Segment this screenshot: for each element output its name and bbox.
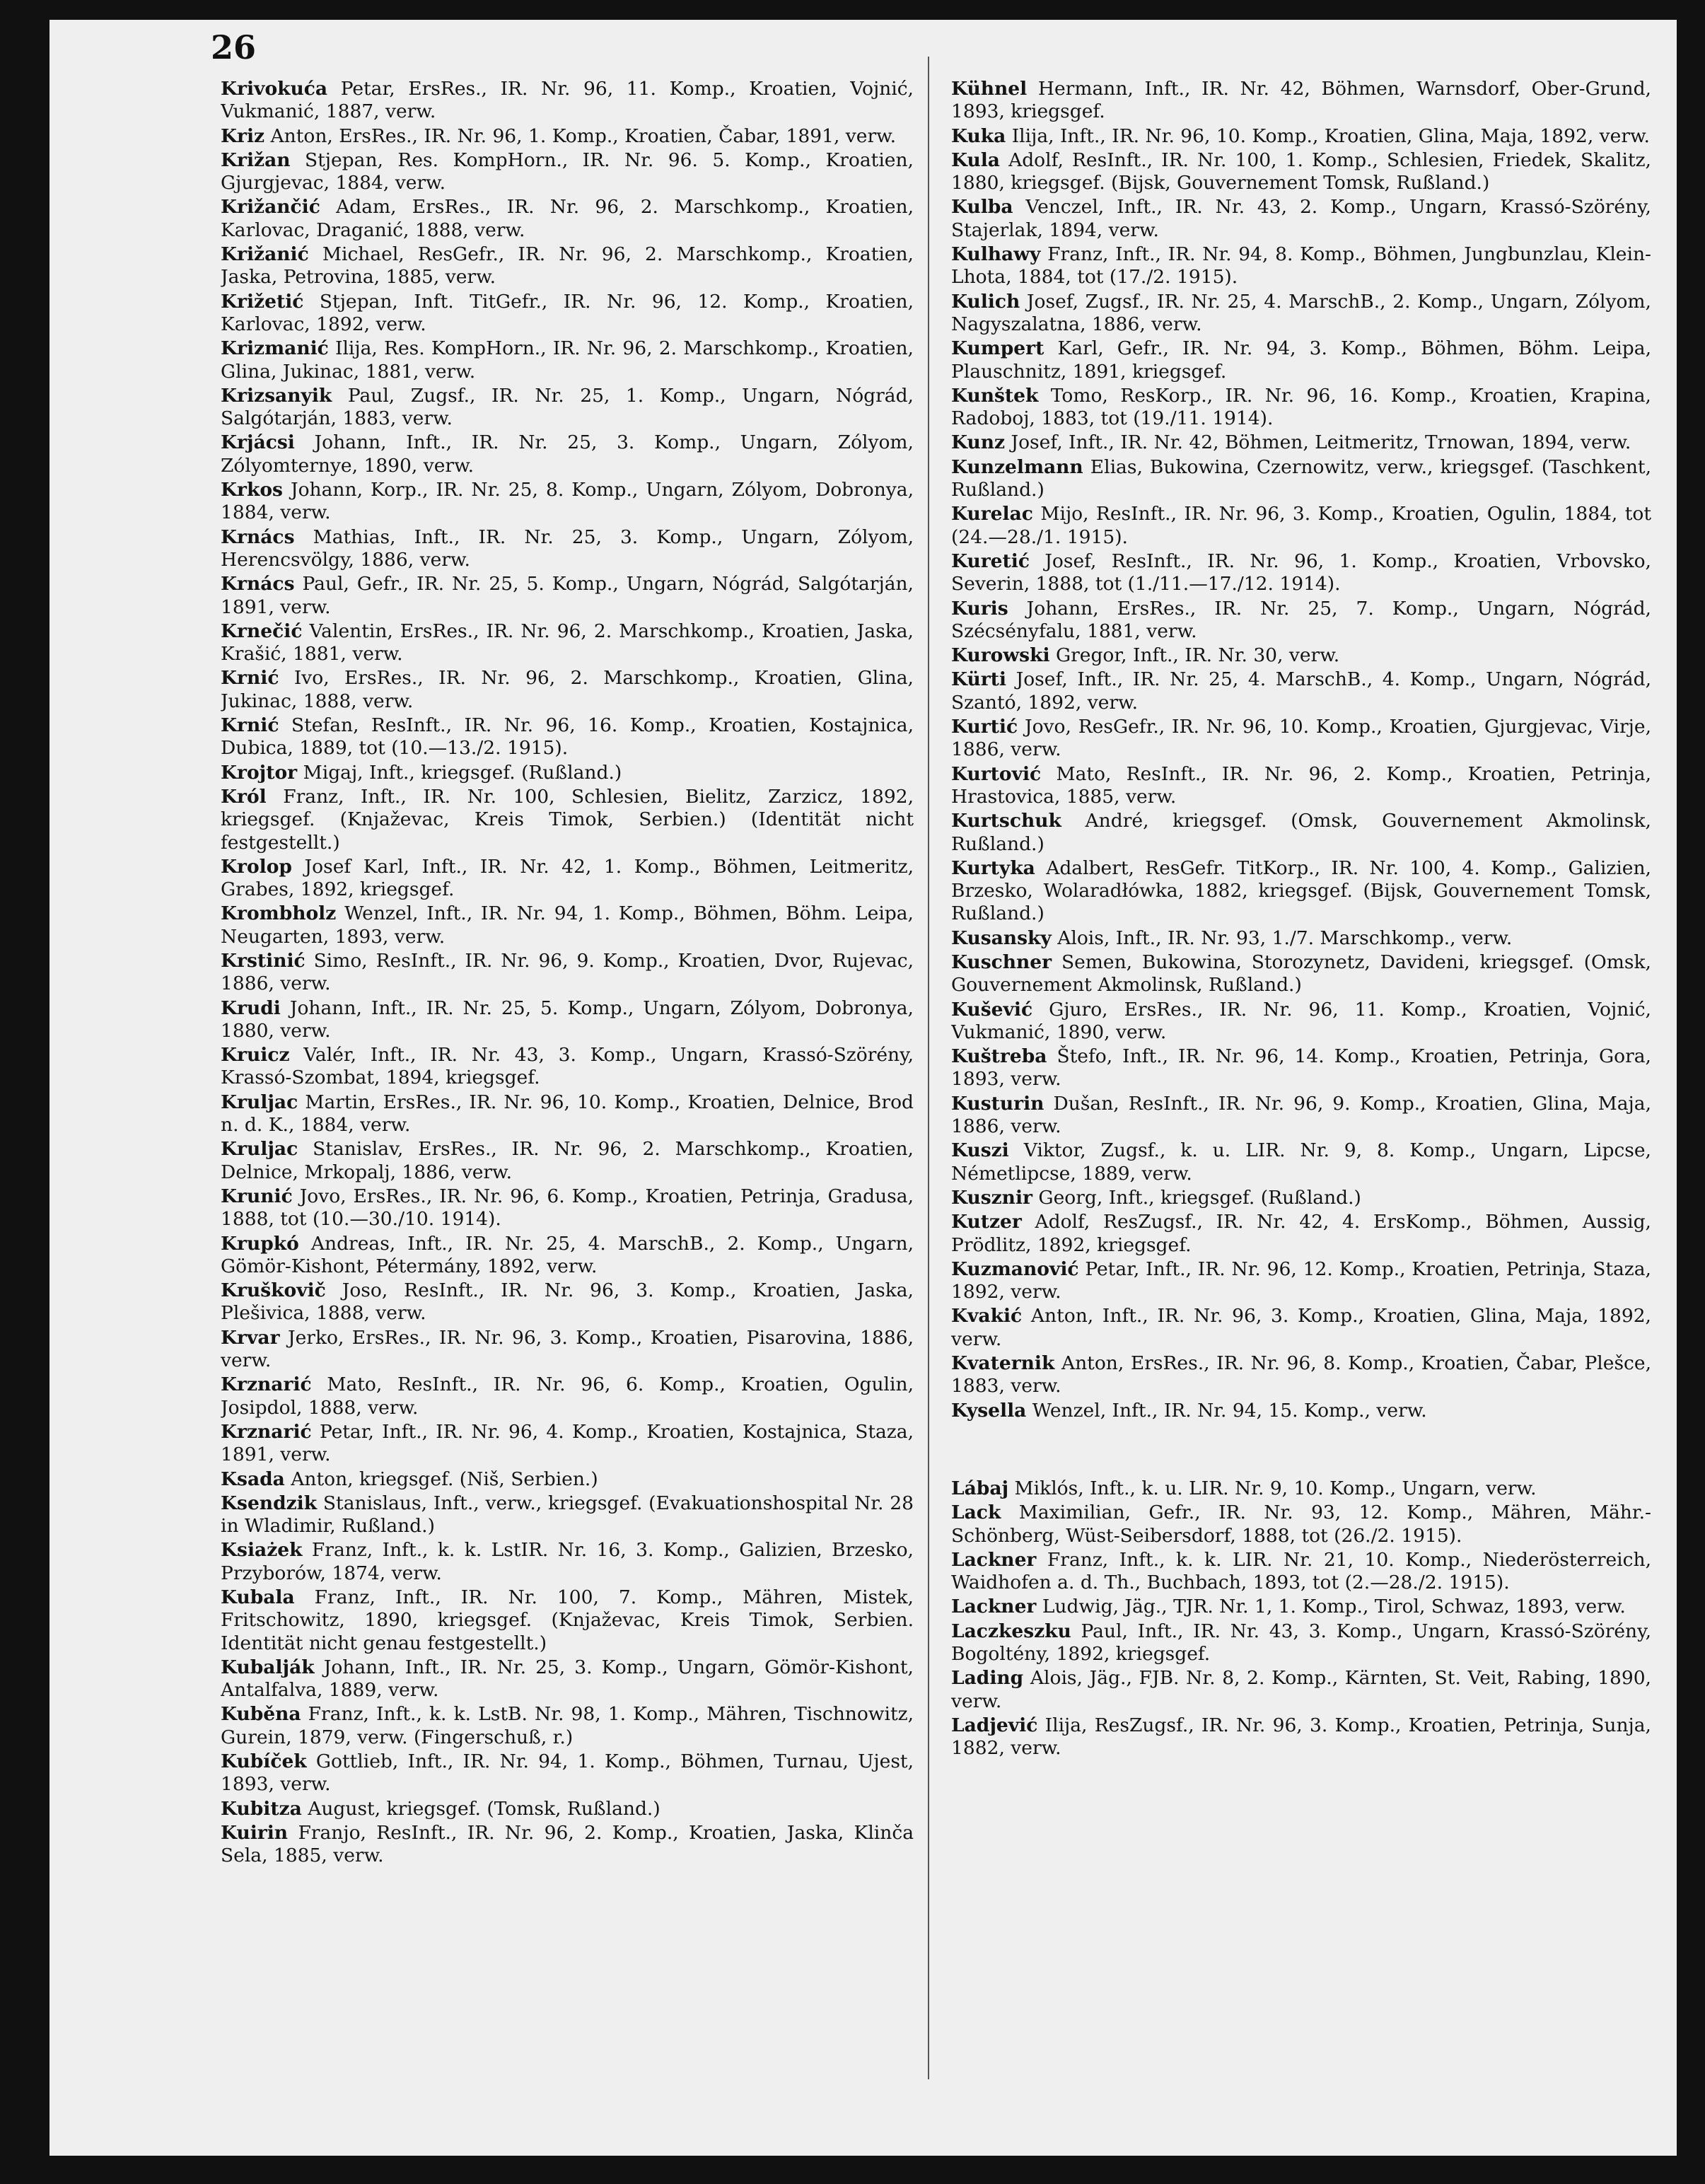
entry-surname: Kunštek — [951, 384, 1039, 407]
entry-surname: Krudi — [221, 997, 281, 1019]
entry-surname: Kusansky — [951, 927, 1052, 949]
list-entry — [951, 668, 1651, 714]
entry-surname: Kubala — [221, 1586, 295, 1608]
list-entry — [221, 1327, 914, 1373]
list-entry — [221, 1798, 914, 1820]
list-entry — [221, 1279, 914, 1325]
list-entry — [221, 1822, 914, 1868]
list-entry — [221, 243, 914, 289]
list-entry — [221, 950, 914, 996]
entry-details: Anton, ErsRes., IR. Nr. 96, 8. Komp., Kroatien, Čabar, Plešce, 1883, verw. — [951, 1352, 1651, 1398]
list-entry — [221, 1091, 914, 1137]
list-entry — [221, 997, 914, 1043]
entry-details: Mato, ResInft., IR. Nr. 96, 2. Komp., Kroatien, Petrinja, Hrastovica, 1885, verw. — [951, 762, 1651, 808]
list-entry — [951, 598, 1651, 644]
entry-surname: Kürti — [951, 668, 1006, 691]
entry-details: Petar, ErsRes., IR. Nr. 96, 11. Komp., Kroatien, Vojnić, Vukmanić, 1887, verw. — [221, 78, 914, 123]
entry-details: Ivo, ErsRes., IR. Nr. 96, 2. Marschkomp., Kroatien, Glina, Jukinac, 1888, verw. — [221, 667, 914, 712]
entry-surname: Kuirin — [221, 1821, 289, 1844]
entry-surname: Kruškovič — [221, 1279, 326, 1302]
entry-surname: Krunić — [221, 1185, 293, 1207]
entry-surname: Krizsanyik — [221, 384, 332, 407]
entry-details: Jovo, ErsRes., IR. Nr. 96, 6. Komp., Kroatien, Petrinja, Gradusa, 1888, tot (10.—30./10. 1914). — [221, 1185, 914, 1231]
section-gap — [951, 1424, 1651, 1477]
entry-details: Alois, Inft., IR. Nr. 93, 1./7. Marschkomp., verw. — [1057, 927, 1513, 949]
entry-details: Venczel, Inft., IR. Nr. 43, 2. Komp., Ungarn, Krassó-Szörény, Stajerlak, 1894, verw. — [951, 196, 1651, 241]
entry-surname: Kulba — [951, 196, 1013, 219]
entry-details: Johann, Inft., IR. Nr. 25, 3. Komp., Ungarn, Zólyom, Zólyomternye, 1890, verw. — [221, 431, 914, 477]
entry-details: Viktor, Zugsf., k. u. LIR. Nr. 9, 8. Komp., Ungarn, Lipcse, Németlipcse, 1889, verw. — [951, 1139, 1651, 1185]
list-entry — [951, 1714, 1651, 1760]
list-entry — [221, 1750, 914, 1796]
list-entry — [951, 431, 1651, 454]
entry-surname: Kula — [951, 149, 1000, 171]
entry-surname: Kuris — [951, 597, 1008, 620]
list-entry — [951, 1477, 1651, 1500]
list-entry — [951, 1305, 1651, 1351]
entry-details: Franz, Inft., k. k. LstIR. Nr. 16, 3. Komp., Galizien, Brzesko, Przyborów, 1874, verw. — [221, 1539, 914, 1584]
entry-surname: Lackner — [951, 1548, 1037, 1571]
entry-details: Johann, Korp., IR. Nr. 25, 8. Komp., Ungarn, Zólyom, Dobronya, 1884, verw. — [221, 479, 914, 524]
entry-surname: Kriz — [221, 124, 265, 147]
list-entry — [951, 456, 1651, 502]
entry-details: Valér, Inft., IR. Nr. 43, 3. Komp., Ungarn, Krassó-Szörény, Krassó-Szombat, 1894, kriegsgef. — [221, 1044, 914, 1089]
entry-details: Franz, Inft., k. k. LIR. Nr. 21, 10. Komp., Niederösterreich, Waidhofen a. d. Th., Buchbach, 1893, tot (2.—28./2. 1915). — [951, 1548, 1651, 1594]
list-entry — [221, 1492, 914, 1538]
entry-details: Stefan, ResInft., IR. Nr. 96, 16. Komp., Kroatien, Kostajnica, Dubica, 1889, tot (10.—13./2. 1915). — [221, 714, 914, 760]
right-column-l-section — [951, 1477, 1651, 1760]
entry-details: Hermann, Inft., IR. Nr. 42, Böhmen, Warnsdorf, Ober-Grund, 1893, kriegsgef. — [951, 78, 1651, 123]
list-entry — [951, 1139, 1651, 1185]
entry-surname: Kuschner — [951, 951, 1052, 973]
list-entry — [951, 644, 1651, 667]
list-entry — [221, 431, 914, 477]
right-column-k-section — [951, 78, 1651, 1422]
entry-surname: Kubitza — [221, 1797, 302, 1820]
entry-details: Migaj, Inft., kriegsgef. (Rußland.) — [303, 761, 622, 784]
list-entry — [951, 763, 1651, 809]
list-entry — [951, 125, 1651, 148]
entry-details: Johann, Inft., IR. Nr. 25, 3. Komp., Ungarn, Gömör-Kishont, Antalfalva, 1889, verw. — [221, 1656, 914, 1702]
list-entry — [221, 1539, 914, 1585]
entry-surname: Ladjević — [951, 1714, 1038, 1736]
entry-details: Ilija, ResZugsf., IR. Nr. 96, 3. Komp., Kroatien, Petrinja, Sunja, 1882, verw. — [951, 1714, 1651, 1760]
entry-details: Wenzel, Inft., IR. Nr. 94, 15. Komp., verw. — [1032, 1399, 1427, 1422]
list-entry — [951, 149, 1651, 195]
list-entry — [221, 620, 914, 666]
list-entry — [951, 1620, 1651, 1666]
entry-surname: Kurtyka — [951, 856, 1035, 879]
entry-details: Stanislaus, Inft., verw., kriegsgef. (Evakuationshospital Nr. 28 in Wladimir, Rußland.) — [221, 1492, 914, 1538]
entry-details: Franjo, ResInft., IR. Nr. 96, 2. Komp., Kroatien, Jaska, Klinča Sela, 1885, verw. — [221, 1821, 914, 1867]
entry-details: Štefo, Inft., IR. Nr. 96, 14. Komp., Kroatien, Petrinja, Gora, 1893, verw. — [951, 1045, 1651, 1091]
entry-surname: Križančić — [221, 196, 320, 219]
list-entry — [221, 714, 914, 760]
entry-surname: Kysella — [951, 1399, 1027, 1422]
entry-details: Andreas, Inft., IR. Nr. 25, 4. MarschB., 2. Komp., Ungarn, Gömör-Kishont, Pétermány, 1892, verw. — [221, 1232, 914, 1277]
entry-surname: Lackner — [951, 1596, 1037, 1618]
list-entry — [951, 1211, 1651, 1257]
list-entry — [951, 1093, 1651, 1139]
entry-surname: Kuzmanović — [951, 1257, 1079, 1280]
entry-surname: Krkos — [221, 479, 283, 501]
entry-details: Gjuro, ErsRes., IR. Nr. 96, 11. Komp., Kroatien, Vojnić, Vukmanić, 1890, verw. — [951, 998, 1651, 1043]
entry-details: Mathias, Inft., IR. Nr. 25, 3. Komp., Ungarn, Zólyom, Herencsvölgy, 1886, verw. — [221, 525, 914, 571]
entry-details: Paul, Zugsf., IR. Nr. 25, 1. Komp., Ungarn, Nógrád, Salgótarján, 1883, verw. — [221, 384, 914, 430]
list-entry — [951, 291, 1651, 337]
list-entry — [221, 786, 914, 854]
list-entry — [951, 1502, 1651, 1547]
entry-details: Johann, Inft., IR. Nr. 25, 5. Komp., Ungarn, Zólyom, Dobronya, 1880, verw. — [221, 997, 914, 1042]
list-entry — [951, 550, 1651, 596]
list-entry — [221, 1468, 914, 1491]
entry-details: Alois, Jäg., FJB. Nr. 8, 2. Komp., Kärnten, St. Veit, Rabing, 1890, verw. — [951, 1667, 1651, 1712]
list-entry — [221, 1233, 914, 1279]
list-entry — [951, 1187, 1651, 1209]
entry-surname: Krolop — [221, 855, 292, 878]
list-entry — [221, 1138, 914, 1184]
entry-surname: Lábaj — [951, 1477, 1009, 1499]
scan-border-top — [0, 0, 1705, 20]
entry-details: Franz, Inft., IR. Nr. 94, 8. Komp., Böhmen, Jungbunzlau, Klein-Lhota, 1884, tot (17./2. 1915). — [951, 243, 1651, 289]
entry-surname: Krnić — [221, 667, 279, 690]
entry-details: Josef, Inft., IR. Nr. 25, 4. MarschB., 4. Komp., Ungarn, Nógrád, Szantó, 1892, verw. — [951, 668, 1651, 714]
entry-surname: Kuběna — [221, 1703, 301, 1726]
list-entry — [951, 1045, 1651, 1091]
entry-surname: Kusznir — [951, 1186, 1032, 1209]
list-entry — [221, 196, 914, 242]
list-entry — [221, 856, 914, 902]
entry-details: Paul, Gefr., IR. Nr. 25, 5. Komp., Ungarn, Nógrád, Salgótarján, 1891, verw. — [221, 573, 914, 618]
list-entry — [221, 337, 914, 383]
entry-details: Gregor, Inft., IR. Nr. 30, verw. — [1055, 644, 1340, 667]
list-entry — [951, 1258, 1651, 1304]
entry-details: Tomo, ResKorp., IR. Nr. 96, 16. Komp., Kroatien, Krapina, Radoboj, 1883, tot (19./11. 1914). — [951, 384, 1651, 430]
entry-details: Ludwig, Jäg., TJR. Nr. 1, 1. Komp., Tirol, Schwaz, 1893, verw. — [1042, 1596, 1626, 1618]
scan-border-bottom — [0, 2156, 1705, 2184]
list-entry — [951, 243, 1651, 289]
list-entry — [221, 149, 914, 195]
column-divider — [928, 57, 929, 2079]
list-entry — [951, 337, 1651, 383]
entry-details: André, kriegsgef. (Omsk, Gouvernement Akmolinsk, Rußland.) — [951, 810, 1651, 855]
entry-details: Stanislav, ErsRes., IR. Nr. 96, 2. Marschkomp., Kroatien, Delnice, Mrkopalj, 1886, verw. — [221, 1138, 914, 1183]
list-entry — [951, 857, 1651, 926]
list-entry — [221, 479, 914, 525]
entry-surname: Kusturin — [951, 1092, 1044, 1115]
list-entry — [221, 1586, 914, 1655]
list-entry — [951, 503, 1651, 549]
entry-surname: Kvakić — [951, 1305, 1023, 1328]
entry-details: Jerko, ErsRes., IR. Nr. 96, 3. Komp., Kroatien, Pisarovina, 1886, verw. — [221, 1326, 914, 1372]
entry-surname: Krvar — [221, 1326, 280, 1349]
entry-details: Ilija, Inft., IR. Nr. 96, 10. Komp., Kroatien, Glina, Maja, 1892, verw. — [1011, 124, 1650, 147]
entry-surname: Lack — [951, 1502, 1001, 1524]
entry-details: Franz, Inft., IR. Nr. 100, Schlesien, Bielitz, Zarzicz, 1892, kriegsgef. (Knjaževac, Kreis Timok, Serbien.) (Identität nicht festgestellt.) — [221, 785, 914, 854]
entry-surname: Križanić — [221, 243, 309, 266]
entry-details: Georg, Inft., kriegsgef. (Rußland.) — [1038, 1186, 1361, 1209]
entry-surname: Križetić — [221, 290, 304, 313]
list-entry — [951, 1596, 1651, 1618]
entry-surname: Kuszi — [951, 1139, 1009, 1162]
entry-surname: Kurtić — [951, 716, 1018, 738]
entry-details: Josef, Inft., IR. Nr. 42, Böhmen, Leitmeritz, Trnowan, 1894, verw. — [1011, 431, 1631, 454]
scan-border-right — [1677, 0, 1705, 2184]
list-entry — [221, 762, 914, 784]
entry-surname: Krnács — [221, 525, 295, 548]
entry-details: Gottlieb, Inft., IR. Nr. 94, 1. Komp., Böhmen, Turnau, Ujest, 1893, verw. — [221, 1750, 914, 1796]
entry-surname: Kulhawy — [951, 243, 1041, 266]
entry-surname: Krnić — [221, 714, 279, 737]
entry-details: Stjepan, Inft. TitGefr., IR. Nr. 96, 12. Komp., Kroatien, Karlovac, 1892, verw. — [221, 290, 914, 335]
entry-details: Ilija, Res. KompHorn., IR. Nr. 96, 2. Marschkomp., Kroatien, Glina, Jukinac, 1881, verw. — [221, 337, 914, 383]
list-entry — [221, 1656, 914, 1702]
entry-surname: Kuretić — [951, 550, 1030, 572]
entry-details: Josef Karl, Inft., IR. Nr. 42, 1. Komp., Böhmen, Leitmeritz, Grabes, 1892, kriegsgef. — [221, 855, 914, 901]
page-number: 26 — [211, 28, 257, 66]
list-entry — [951, 196, 1651, 242]
entry-surname: Kurelac — [951, 503, 1033, 525]
entry-details: Johann, ErsRes., IR. Nr. 25, 7. Komp., Ungarn, Nógrád, Szécsényfalu, 1881, verw. — [951, 597, 1651, 642]
list-entry — [951, 78, 1651, 124]
entry-surname: Król — [221, 785, 267, 808]
list-entry — [221, 1185, 914, 1231]
entry-details: Mijo, ResInft., IR. Nr. 96, 3. Komp., Kroatien, Ogulin, 1884, tot (24.—28./1. 1915). — [951, 503, 1651, 548]
entry-details: Anton, kriegsgef. (Niš, Serbien.) — [291, 1468, 598, 1490]
entry-details: Mato, ResInft., IR. Nr. 96, 6. Komp., Kroatien, Ogulin, Josipdol, 1888, verw. — [221, 1373, 914, 1419]
entry-surname: Krivokuća — [221, 78, 328, 100]
entry-surname: Ksada — [221, 1468, 285, 1490]
entry-details: Simo, ResInft., IR. Nr. 96, 9. Komp., Kroatien, Dvor, Rujevac, 1886, verw. — [221, 949, 914, 995]
entry-surname: Kruicz — [221, 1044, 290, 1067]
entry-surname: Krizmanić — [221, 337, 329, 360]
entry-surname: Kubalják — [221, 1656, 315, 1678]
entry-details: Martin, ErsRes., IR. Nr. 96, 10. Komp., Kroatien, Delnice, Brod n. d. K., 1884, verw. — [221, 1091, 914, 1137]
entry-surname: Krjácsi — [221, 431, 295, 454]
entry-details: Miklós, Inft., k. u. LIR. Nr. 9, 10. Komp., Ungarn, verw. — [1014, 1477, 1537, 1499]
entry-surname: Krnečić — [221, 620, 303, 642]
list-entry — [221, 1044, 914, 1090]
entry-details: Karl, Gefr., IR. Nr. 94, 3. Komp., Böhmen, Böhm. Leipa, Plauschnitz, 1891, kriegsgef. — [951, 337, 1651, 383]
entry-surname: Kušević — [951, 998, 1033, 1021]
entry-surname: Kruljac — [221, 1091, 298, 1113]
entry-surname: Kumpert — [951, 337, 1044, 360]
entry-surname: Kurtschuk — [951, 810, 1061, 832]
list-entry — [221, 902, 914, 948]
entry-details: Dušan, ResInft., IR. Nr. 96, 9. Komp., Kroatien, Glina, Maja, 1886, verw. — [951, 1092, 1651, 1138]
entry-surname: Kunz — [951, 431, 1006, 454]
entry-details: Petar, Inft., IR. Nr. 96, 4. Komp., Kroatien, Kostajnica, Staza, 1891, verw. — [221, 1420, 914, 1466]
list-entry — [951, 999, 1651, 1045]
entry-surname: Krznarić — [221, 1373, 312, 1396]
list-entry — [951, 385, 1651, 431]
entry-details: Adolf, ResInft., IR. Nr. 100, 1. Komp., Schlesien, Friedek, Skalitz, 1880, kriegsgef. (Bijsk, Gouvernement Tomsk, Rußland.) — [951, 149, 1651, 194]
entry-surname: Krnács — [221, 573, 295, 596]
entry-surname: Kulich — [951, 290, 1020, 313]
list-entry — [221, 125, 914, 148]
scan-border-left — [0, 0, 50, 2184]
list-entry — [951, 1400, 1651, 1422]
entry-details: Wenzel, Inft., IR. Nr. 94, 1. Komp., Böhmen, Böhm. Leipa, Neugarten, 1893, verw. — [221, 902, 914, 948]
entry-details: Elias, Bukowina, Czernowitz, verw., kriegsgef. (Taschkent, Rußland.) — [951, 455, 1651, 501]
entry-details: Adam, ErsRes., IR. Nr. 96, 2. Marschkomp., Kroatien, Karlovac, Draganić, 1888, verw. — [221, 196, 914, 241]
entry-details: Paul, Inft., IR. Nr. 43, 3. Komp., Ungarn, Krassó-Szörény, Bogoltény, 1892, kriegsgef. — [951, 1620, 1651, 1665]
list-entry — [221, 1421, 914, 1467]
entry-surname: Krznarić — [221, 1420, 312, 1443]
entry-details: Anton, ErsRes., IR. Nr. 96, 1. Komp., Kroatien, Čabar, 1891, verw. — [270, 124, 897, 147]
list-entry — [221, 1373, 914, 1419]
list-entry — [951, 927, 1651, 950]
entry-details: Maximilian, Gefr., IR. Nr. 93, 12. Komp., Mähren, Mähr.-Schönberg, Wüst-Seibersdorf, 1888, tot (26./2. 1915). — [951, 1502, 1651, 1547]
entry-surname: Kruljac — [221, 1138, 298, 1161]
entry-surname: Kühnel — [951, 78, 1028, 100]
list-entry — [951, 1667, 1651, 1713]
entry-surname: Kvaternik — [951, 1352, 1055, 1375]
entry-details: Josef, ResInft., IR. Nr. 96, 1. Komp., Kroatien, Vrbovsko, Severin, 1888, tot (1./11.—17./12. 1914). — [951, 550, 1651, 596]
list-entry — [221, 385, 914, 431]
entry-details: Adalbert, ResGefr. TitKorp., IR. Nr. 100, 4. Komp., Galizien, Brzesko, Wolaradłówka, 1882, kriegsgef. (Bijsk, Gouvernement Tomsk, Rußland.) — [951, 856, 1651, 925]
entry-surname: Kutzer — [951, 1211, 1022, 1233]
right-column — [951, 78, 1651, 2086]
entry-surname: Križan — [221, 149, 291, 171]
entry-surname: Ksendzik — [221, 1492, 318, 1514]
entry-details: Michael, ResGefr., IR. Nr. 96, 2. Marschkomp., Kroatien, Jaska, Petrovina, 1885, verw. — [221, 243, 914, 289]
list-entry — [221, 1703, 914, 1749]
entry-surname: Laczkeszku — [951, 1620, 1071, 1642]
entry-surname: Krupkó — [221, 1232, 299, 1255]
left-column — [221, 78, 914, 2086]
entry-details: August, kriegsgef. (Tomsk, Rußland.) — [308, 1797, 661, 1820]
entry-surname: Kuštreba — [951, 1045, 1047, 1068]
list-entry — [951, 1352, 1651, 1398]
entry-surname: Krstinić — [221, 949, 305, 972]
entry-details: Joso, ResInft., IR. Nr. 96, 3. Komp., Kroatien, Jaska, Plešivica, 1888, verw. — [221, 1279, 914, 1325]
list-entry — [221, 78, 914, 124]
list-entry — [951, 1549, 1651, 1595]
list-entry — [951, 716, 1651, 762]
entry-details: Anton, Inft., IR. Nr. 96, 3. Komp., Kroatien, Glina, Maja, 1892, verw. — [951, 1305, 1651, 1350]
entry-details: Franz, Inft., IR. Nr. 100, 7. Komp., Mähren, Mistek, Fritschowitz, 1890, kriegsgef. (Knjaževac, Kreis Timok, Serbien. Identität nicht genau festgestellt.) — [221, 1586, 914, 1654]
entry-surname: Krojtor — [221, 761, 298, 784]
entry-surname: Kuka — [951, 124, 1006, 147]
entry-details: Valentin, ErsRes., IR. Nr. 96, 2. Marschkomp., Kroatien, Jaska, Krašić, 1881, verw. — [221, 620, 914, 666]
entry-details: Petar, Inft., IR. Nr. 96, 12. Komp., Kroatien, Petrinja, Staza, 1892, verw. — [951, 1257, 1651, 1303]
entry-details: Stjepan, Res. KompHorn., IR. Nr. 96. 5. Komp., Kroatien, Gjurgjevac, 1884, verw. — [221, 149, 914, 194]
list-entry — [221, 526, 914, 572]
list-entry — [951, 951, 1651, 997]
list-entry — [951, 810, 1651, 856]
entry-surname: Lading — [951, 1667, 1024, 1690]
entry-details: Jovo, ResGefr., IR. Nr. 96, 10. Komp., Kroatien, Gjurgjevac, Virje, 1886, verw. — [951, 716, 1651, 761]
entry-surname: Kunzelmann — [951, 455, 1083, 478]
entry-surname: Kurtović — [951, 762, 1042, 785]
entry-details: Semen, Bukowina, Storozynetz, Davideni, kriegsgef. (Omsk, Gouvernement Akmolinsk, Rußland.) — [951, 951, 1651, 997]
entry-details: Adolf, ResZugsf., IR. Nr. 42, 4. ErsKomp., Böhmen, Aussig, Prödlitz, 1892, kriegsgef. — [951, 1211, 1651, 1256]
entry-surname: Kurowski — [951, 644, 1050, 667]
entry-surname: Krombholz — [221, 902, 337, 925]
entry-details: Josef, Zugsf., IR. Nr. 25, 4. MarschB., 2. Komp., Ungarn, Zólyom, Nagyszalatna, 1886, verw. — [951, 290, 1651, 335]
entry-details: Franz, Inft., k. k. LstB. Nr. 98, 1. Komp., Mähren, Tischnowitz, Gurein, 1879, verw. (Fingerschuß, r.) — [221, 1703, 914, 1748]
entry-surname: Ksiażek — [221, 1539, 303, 1562]
list-entry — [221, 573, 914, 619]
list-entry — [221, 667, 914, 713]
list-entry — [221, 291, 914, 337]
entry-surname: Kubíček — [221, 1750, 307, 1773]
